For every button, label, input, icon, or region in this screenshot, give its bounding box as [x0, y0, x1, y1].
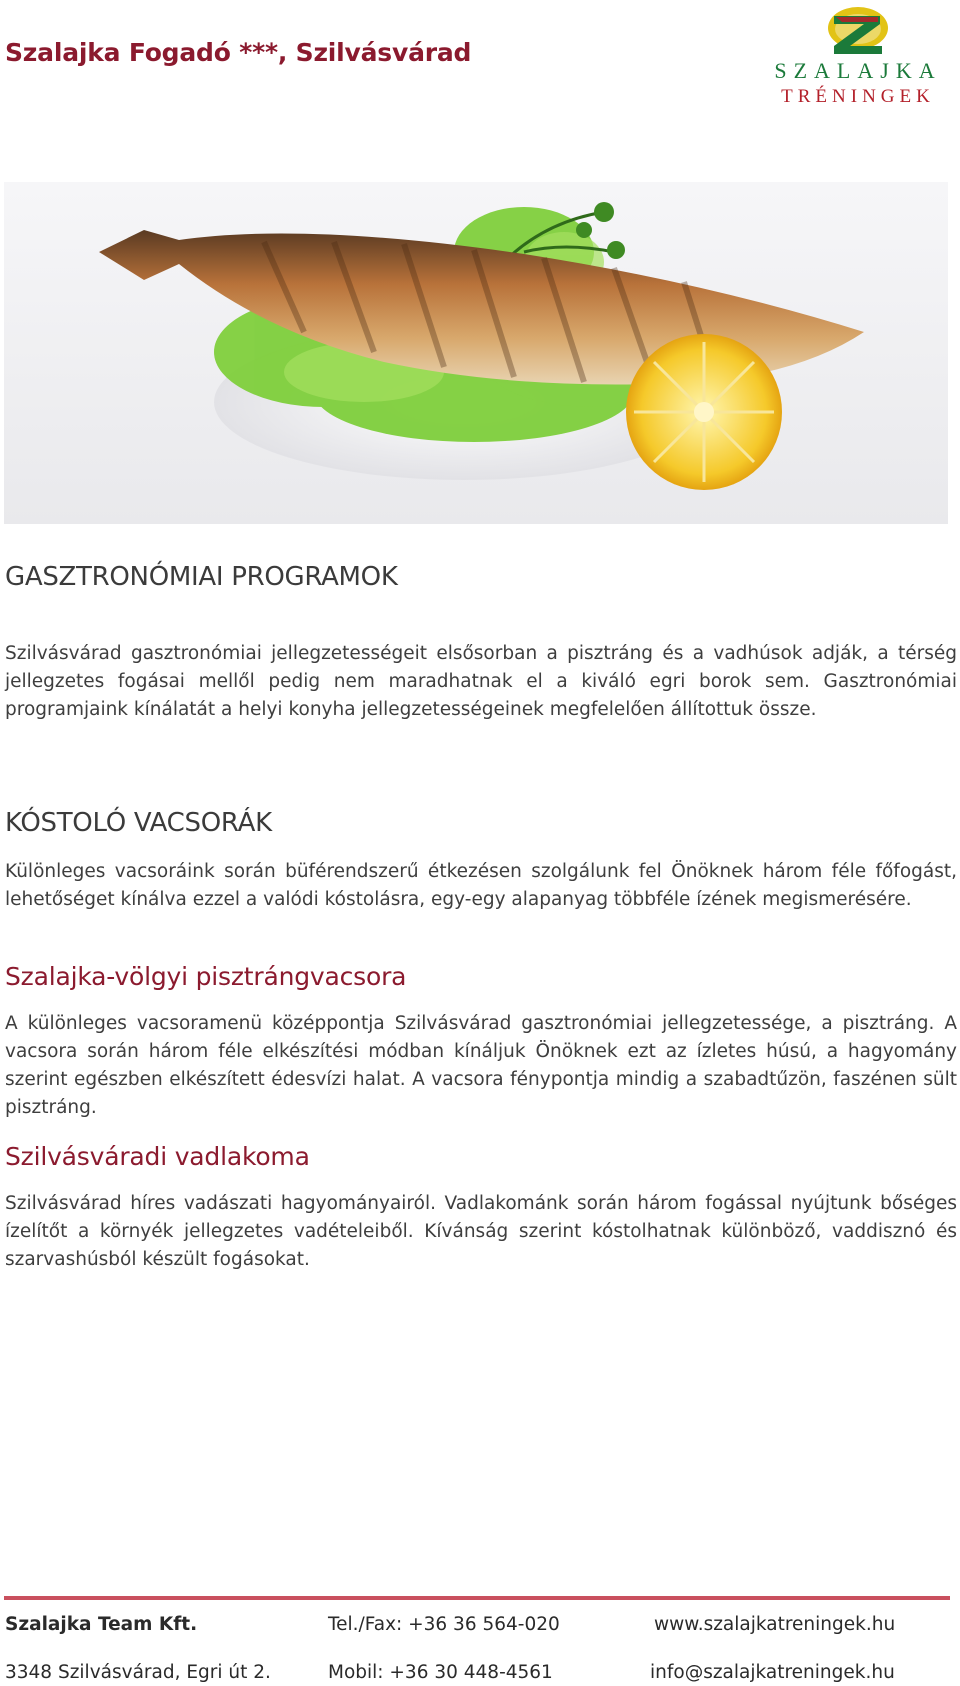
footer-divider: [4, 1596, 950, 1600]
szalajka-logo: [760, 4, 956, 108]
sub-heading-game: Szilvásváradi vadlakoma: [5, 1142, 310, 1171]
footer-web-link[interactable]: www.szalajkatreningek.hu: [654, 1614, 896, 1635]
svg-text:TRÉNINGEK: TRÉNINGEK: [781, 86, 935, 107]
section-heading-tasting: KÓSTOLÓ VACSORÁK: [5, 808, 272, 838]
section-text-gastro: Szilvásvárad gasztronómiai jellegzetességeit elsősorban a pisztráng és a vadhúsok adják, a térség jellegzetes fogásai mellől pedig nem maradhatnak el a kiváló egri borok sem. Gasztronómiai programjaink kínálatát a helyi konyha jellegzetességeinek megfelelően állítottuk össze.: [5, 643, 957, 720]
hero-photo-grilled-trout: [4, 182, 948, 524]
svg-text:SZALAJKA: SZALAJKA: [774, 58, 942, 83]
sub-heading-trout: Szalajka-völgyi pisztrángvacsora: [5, 962, 407, 991]
page-header-title: Szalajka Fogadó ***, Szilvásvárad: [5, 38, 472, 67]
footer-mobile: Mobil: +36 30 448-4561: [328, 1662, 553, 1683]
footer-email-link[interactable]: info@szalajkatreningek.hu: [650, 1662, 895, 1683]
footer-telfax: Tel./Fax: +36 36 564-020: [328, 1614, 560, 1635]
section-heading-gastro: GASZTRONÓMIAI PROGRAMOK: [5, 562, 398, 592]
footer-company: Szalajka Team Kft.: [5, 1614, 198, 1635]
section-text-game: Szilvásvárad híres vadászati hagyományairól. Vadlakománk során három fogással nyújtunk bőséges ízelítőt a környék jellegzetes vadételeiből. Kívánság szerint kóstolhatnak különböző, vaddisznó és szarvashúsból készült fogásokat.: [5, 1193, 957, 1270]
logo-monogram-icon: [828, 7, 888, 54]
footer-address: 3348 Szilvásvárad, Egri út 2.: [5, 1662, 271, 1683]
section-text-tasting: Különleges vacsoráink során büférendszerű étkezésen szolgálunk fel Önöknek három féle főfogást, lehetőséget kínálva ezzel a valódi kóstolásra, egy-egy alapanyag többféle ízének megismerésére.: [5, 861, 957, 910]
section-text-trout: A különleges vacsoramenü középpontja Szilvásvárad gasztronómiai jellegzetessége, a pisztráng. A vacsora során három féle elkészítési módban kínáljuk Önöknek ezt az ízletes húsú, a hagyomány szerint egészben elkészített édesvízi halat. A vacsora fénypontja mindig a szabadtűzön, faszénen sült pisztráng.: [5, 1013, 957, 1118]
